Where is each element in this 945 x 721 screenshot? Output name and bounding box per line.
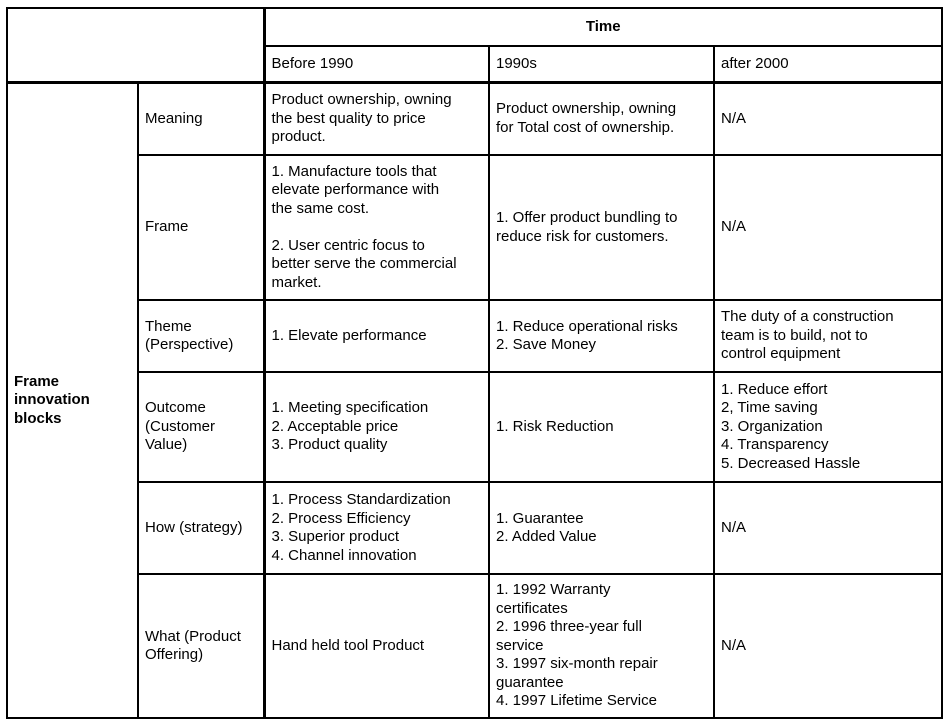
table-row — [7, 372, 942, 482]
cell-theme-after-2000: The duty of a construction team is to build, not to control equipment — [714, 300, 942, 372]
cell-meaning-1990s: Product ownership, owning for Total cost of ownership. — [489, 82, 714, 155]
cell-theme-before-1990: 1. Elevate performance — [264, 300, 489, 372]
period-header-before-1990: Before 1990 — [264, 46, 489, 82]
empty-corner-cell — [7, 8, 264, 82]
cell-how-after-2000: N/A — [714, 482, 942, 574]
table-row — [7, 82, 942, 155]
row-label-meaning: Meaning — [138, 82, 264, 155]
table-row — [7, 155, 942, 300]
table-row — [7, 300, 942, 372]
cell-meaning-before-1990: Product ownership, owning the best quality to price product. — [264, 82, 489, 155]
time-header: Time — [264, 8, 942, 46]
cell-frame-1990s: 1. Offer product bundling to reduce risk for customers. — [489, 155, 714, 300]
cell-how-1990s: 1. Guarantee 2. Added Value — [489, 482, 714, 574]
cell-what-1990s: 1. 1992 Warranty certificates 2. 1996 three-year full service 3. 1997 six-month repair guarantee 4. 1997 Lifetime Service — [489, 574, 714, 718]
row-label-how: How (strategy) — [138, 482, 264, 574]
cell-frame-after-2000: N/A — [714, 155, 942, 300]
cell-outcome-before-1990: 1. Meeting specification 2. Acceptable price 3. Product quality — [264, 372, 489, 482]
cell-outcome-after-2000: 1. Reduce effort 2, Time saving 3. Organization 4. Transparency 5. Decreased Hassle — [714, 372, 942, 482]
cell-what-before-1990: Hand held tool Product — [264, 574, 489, 718]
row-label-theme: Theme (Perspective) — [138, 300, 264, 372]
row-label-what: What (Product Offering) — [138, 574, 264, 718]
cell-what-after-2000: N/A — [714, 574, 942, 718]
cell-outcome-1990s: 1. Risk Reduction — [489, 372, 714, 482]
period-header-after-2000: after 2000 — [714, 46, 942, 82]
header-row-time — [7, 8, 942, 46]
cell-theme-1990s: 1. Reduce operational risks 2. Save Money — [489, 300, 714, 372]
row-label-outcome: Outcome (Customer Value) — [138, 372, 264, 482]
period-header-1990s: 1990s — [489, 46, 714, 82]
cell-frame-before-1990: 1. Manufacture tools that elevate performance with the same cost. 2. User centric focus to better serve the commercial market. — [264, 155, 489, 300]
frame-innovation-table — [6, 7, 943, 719]
table-row — [7, 482, 942, 574]
group-label-frame-innovation-blocks: Frame innovation blocks — [7, 82, 138, 718]
table-row — [7, 574, 942, 718]
cell-meaning-after-2000: N/A — [714, 82, 942, 155]
cell-how-before-1990: 1. Process Standardization 2. Process Efficiency 3. Superior product 4. Channel innovation — [264, 482, 489, 574]
row-label-frame: Frame — [138, 155, 264, 300]
